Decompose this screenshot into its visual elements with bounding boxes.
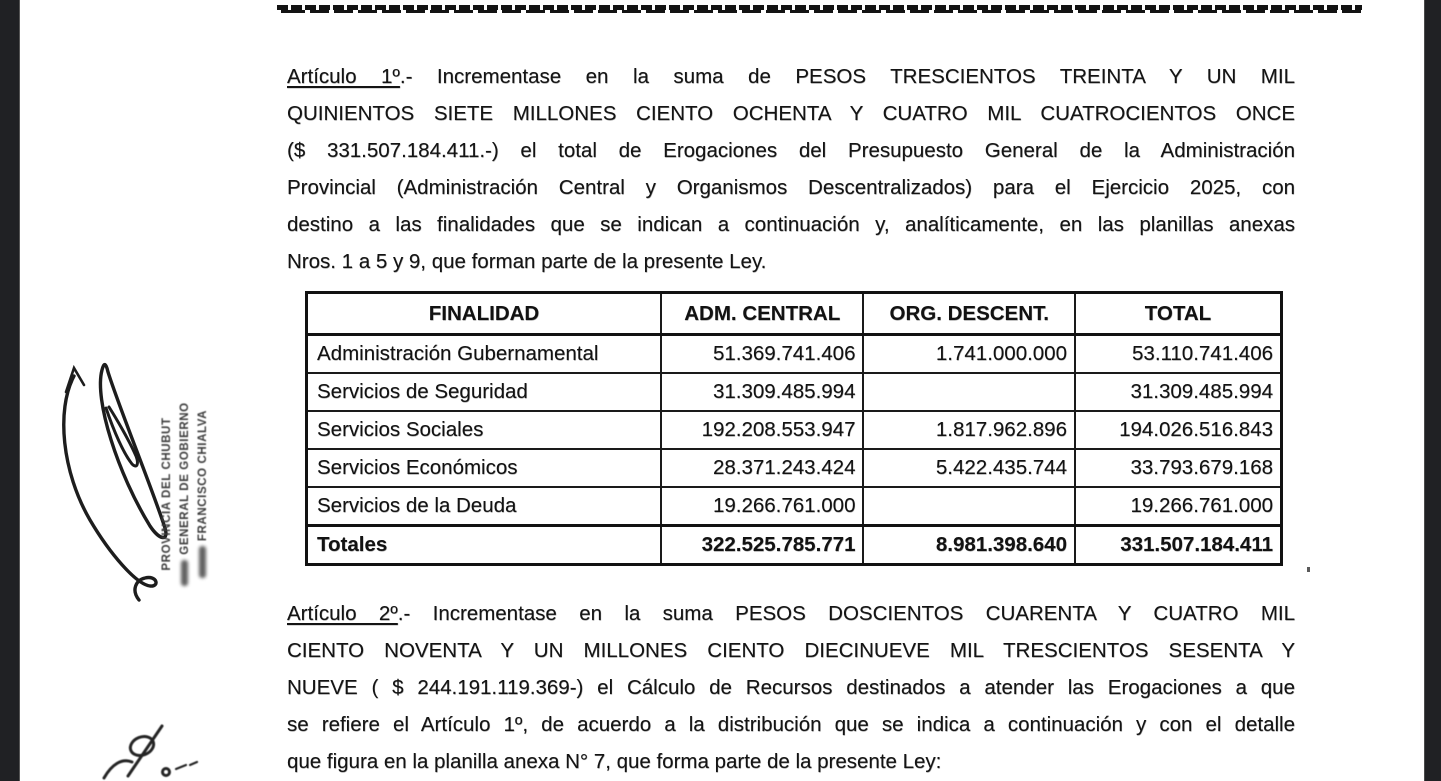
scanner-edge-left	[0, 0, 20, 781]
table-header-row	[307, 293, 1282, 335]
article-2-line-2: CIENTO NOVENTA Y UN MILLONES CIENTO DIECINUEVE MIL TRESCIENTOS SESENTA Y	[287, 639, 1295, 662]
cell-org-descent: 8.981.398.640	[863, 526, 1075, 565]
cell-finalidad: Servicios de Seguridad	[307, 373, 662, 411]
cell-org-descent	[863, 487, 1075, 526]
column-header-org-descent: ORG. DESCENT.	[863, 293, 1075, 335]
article-1-line-3: ($ 331.507.184.411.-) el total de Erogaciones del Presupuesto General de la Administración	[287, 139, 1295, 162]
cell-adm-central: 192.208.553.947	[661, 411, 863, 449]
article-1-line-4: Provincial (Administración Central y Organismos Descentralizados) para el Ejercicio 2025, con	[287, 176, 1295, 199]
cell-adm-central: 322.525.785.771	[661, 526, 863, 565]
article-1-line-1: .- Incrementase en la suma de PESOS TRESCIENTOS TREINTA Y UN MIL	[399, 65, 1295, 88]
cell-total: 33.793.679.168	[1075, 449, 1282, 487]
budget-table	[305, 291, 1283, 566]
table-row	[307, 411, 1282, 449]
cell-org-descent: 1.741.000.000	[863, 335, 1075, 374]
stamp-name-line: FRANCISCO CHIALVA	[194, 360, 212, 628]
stamp-title-line: GENERAL DE GOBIERNO	[176, 360, 194, 628]
cell-adm-central: 51.369.741.406	[661, 335, 863, 374]
text-line	[287, 595, 1295, 632]
ink-smudge	[199, 546, 206, 578]
article-2-line-4: se refiere el Artículo 1º, de acuerdo a la distribución que se indica a continuación y con el detalle	[287, 713, 1295, 736]
cell-finalidad: Totales	[307, 526, 662, 565]
stamp-province-line: PROVINCIA DEL CHUBUT	[161, 417, 173, 571]
cell-finalidad: Servicios de la Deuda	[307, 487, 662, 526]
cell-org-descent: 5.422.435.744	[863, 449, 1075, 487]
table-row	[307, 487, 1282, 526]
cell-adm-central: 28.371.243.424	[661, 449, 863, 487]
cell-total: 19.266.761.000	[1075, 487, 1282, 526]
article-2-line-1: .- Incrementase en la suma PESOS DOSCIENTOS CUARENTA Y CUATRO MIL	[397, 602, 1295, 625]
cell-adm-central: 19.266.761.000	[661, 487, 863, 526]
cell-finalidad: Servicios Económicos	[307, 449, 662, 487]
cell-total: 53.110.741.406	[1075, 335, 1282, 374]
article-1-line-5: destino a las finalidades que se indican a continuación y, analíticamente, en las planillas anexas	[287, 213, 1295, 236]
article-2-line-5: que figura en la planilla anexa N° 7, que forma parte de la presente Ley:	[287, 750, 942, 773]
cell-org-descent	[863, 373, 1075, 411]
article-1-label: Artículo 1º	[287, 65, 400, 88]
cell-total: 194.026.516.843	[1075, 411, 1282, 449]
text-line	[287, 58, 1295, 95]
article-2-label: Artículo 2º	[287, 602, 398, 625]
table-row-totals	[307, 526, 1282, 565]
article-1-paragraph	[287, 58, 1295, 280]
ink-speck	[1307, 567, 1310, 572]
article-1-line-6: Nros. 1 a 5 y 9, que forman parte de la presente Ley.	[287, 250, 767, 273]
table-row	[307, 449, 1282, 487]
cell-finalidad: Servicios Sociales	[307, 411, 662, 449]
cell-finalidad: Administración Gubernamental	[307, 335, 662, 374]
table-row	[307, 373, 1282, 411]
table-row	[307, 335, 1282, 374]
scanner-edge-right	[1424, 0, 1441, 781]
perforation-dashed-line	[277, 5, 1362, 13]
column-header-finalidad: FINALIDAD	[307, 293, 662, 335]
cell-total: 331.507.184.411	[1075, 526, 1282, 565]
cell-adm-central: 31.309.485.994	[661, 373, 863, 411]
cell-total: 31.309.485.994	[1075, 373, 1282, 411]
article-1-line-2: QUINIENTOS SIETE MILLONES CIENTO OCHENTA Y CUATRO MIL CUATROCIENTOS ONCE	[287, 102, 1295, 125]
column-header-total: TOTAL	[1075, 293, 1282, 335]
ink-smudge	[181, 560, 188, 586]
column-header-adm-central: ADM. CENTRAL	[661, 293, 863, 335]
cell-org-descent: 1.817.962.896	[863, 411, 1075, 449]
article-2-line-3: NUEVE ( $ 244.191.119.369-) el Cálculo de Recursos destinados a atender las Erogaciones a que	[287, 676, 1295, 699]
article-2-paragraph	[287, 595, 1295, 780]
partial-signature-fragment	[98, 720, 228, 781]
official-stamp-text	[158, 360, 212, 628]
